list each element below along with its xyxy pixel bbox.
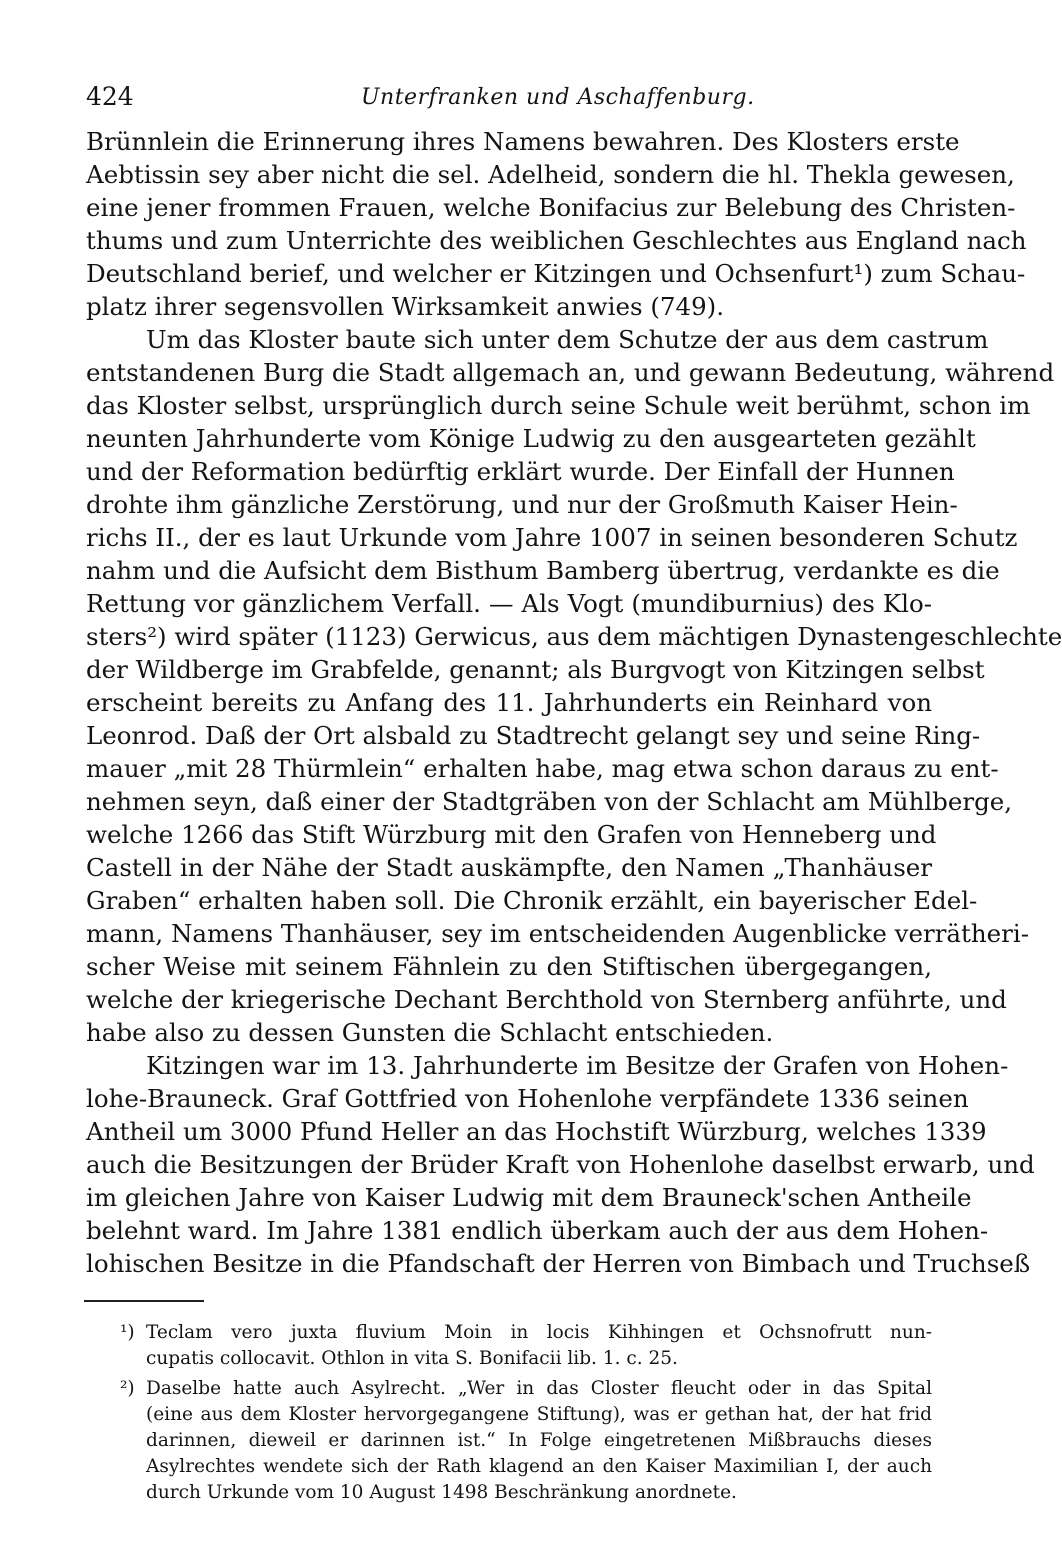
page-number: 424 <box>86 82 134 111</box>
text-line: sters²) wird später (1123) Gerwicus, aus dem mächtigen Dynastengeschlechte <box>86 622 1062 651</box>
text-line: neunten Jahrhunderte vom Könige Ludwig zu den ausgearteten gezählt <box>86 424 976 453</box>
text-line: welche der kriegerische Dechant Berchthold von Sternberg anführte, und <box>86 985 1007 1014</box>
footnote-marker: ²) <box>120 1378 135 1399</box>
text-line: richs II., der es laut Urkunde vom Jahre 1007 in seinen besonderen Schutz <box>86 523 1018 552</box>
text-line: Rettung vor gänzlichem Verfall. — Als Vogt (mundiburnius) des Klo- <box>86 589 932 618</box>
text-line: belehnt ward. Im Jahre 1381 endlich überkam auch der aus dem Hohen- <box>86 1216 989 1245</box>
text-line: auch die Besitzungen der Brüder Kraft von Hohenlohe daselbst erwarb, und <box>86 1150 1035 1179</box>
text-line: das Kloster selbst, ursprünglich durch seine Schule weit berühmt, schon im <box>86 391 1031 420</box>
text-line: Graben“ erhalten haben soll. Die Chronik erzählt, ein bayerischer Edel- <box>86 886 978 915</box>
text-line: lohe-Brauneck. Graf Gottfried von Hohenlohe verpfändete 1336 seinen <box>86 1084 969 1113</box>
text-line: der Wildberge im Grabfelde, genannt; als Burgvogt von Kitzingen selbst <box>86 655 985 684</box>
footnote-line: Daselbe hatte auch Asylrecht. „Wer in das Closter fleucht oder in das Spital <box>146 1378 932 1399</box>
text-line: erscheint bereits zu Anfang des 11. Jahrhunderts ein Reinhard von <box>86 688 932 717</box>
text-line: Deutschland berief, und welcher er Kitzingen und Ochsenfurt¹) zum Schau- <box>86 259 1026 288</box>
footnote-line: Teclam vero juxta fluvium Moin in locis Kihhingen et Ochsnofrutt nun- <box>146 1322 932 1343</box>
text-line: welche 1266 das Stift Würzburg mit den Grafen von Henneberg und <box>86 820 937 849</box>
text-line: Antheil um 3000 Pfund Heller an das Hochstift Würzburg, welches 1339 <box>86 1117 987 1146</box>
text-line: lohischen Besitze in die Pfandschaft der Herren von Bimbach und Truchseß <box>86 1249 1031 1278</box>
text-line: thums und zum Unterrichte des weiblichen Geschlechtes aus England nach <box>86 226 1027 255</box>
text-line: Aebtissin sey aber nicht die sel. Adelheid, sondern die hl. Thekla gewesen, <box>86 160 1015 189</box>
text-line: und der Reformation bedürftig erklärt wurde. Der Einfall der Hunnen <box>86 457 955 486</box>
footnote-line: durch Urkunde vom 10 August 1498 Beschränkung anordnete. <box>146 1482 737 1503</box>
text-line: entstandenen Burg die Stadt allgemach an, und gewann Bedeutung, während <box>86 358 1055 387</box>
text-line: nehmen seyn, daß einer der Stadtgräben von der Schlacht am Mühlberge, <box>86 787 1013 816</box>
text-line: platz ihrer segensvollen Wirksamkeit anwies (749). <box>86 292 725 321</box>
text-line: Um das Kloster baute sich unter dem Schutze der aus dem castrum <box>146 325 989 354</box>
text-line: mauer „mit 28 Thürmlein“ erhalten habe, mag etwa schon daraus zu ent- <box>86 754 999 783</box>
text-line: drohte ihm gänzliche Zerstörung, und nur der Großmuth Kaiser Hein- <box>86 490 958 519</box>
footnote-line: (eine aus dem Kloster hervorgegangene Stiftung), was er gethan hat, der hat frid <box>146 1404 932 1425</box>
text-line: Leonrod. Daß der Ort alsbald zu Stadtrecht gelangt sey und seine Ring- <box>86 721 981 750</box>
text-line: Brünnlein die Erinnerung ihres Namens bewahren. Des Klosters erste <box>86 127 960 156</box>
text-line: Kitzingen war im 13. Jahrhunderte im Besitze der Grafen von Hohen- <box>146 1051 1009 1080</box>
footnote-line: darinnen, dieweil er darinnen ist.“ In Folge eingetretenen Mißbrauchs dieses <box>146 1430 932 1451</box>
footnote-line: Asylrechtes wendete sich der Rath klagend an den Kaiser Maximilian I, der auch <box>146 1456 932 1477</box>
text-line: im gleichen Jahre von Kaiser Ludwig mit dem Brauneck'schen Antheile <box>86 1183 972 1212</box>
footnote-separator <box>84 1300 204 1302</box>
text-line: habe also zu dessen Gunsten die Schlacht entschieden. <box>86 1018 774 1047</box>
text-line: nahm und die Aufsicht dem Bisthum Bamberg übertrug, verdankte es die <box>86 556 1000 585</box>
running-title: Unterfranken und Aschaffenburg. <box>361 85 755 110</box>
text-line: mann, Namens Thanhäuser, sey im entscheidenden Augenblicke verrätheri- <box>86 919 1029 948</box>
footnote-marker: ¹) <box>120 1322 135 1343</box>
text-line: Castell in der Nähe der Stadt auskämpfte, den Namen „Thanhäuser <box>86 853 932 882</box>
text-line: scher Weise mit seinem Fähnlein zu den Stiftischen übergegangen, <box>86 952 932 981</box>
footnote-line: cupatis collocavit. Othlon in vita S. Bonifacii lib. 1. c. 25. <box>146 1348 678 1369</box>
text-line: eine jener frommen Frauen, welche Bonifacius zur Belebung des Christen- <box>86 193 1016 222</box>
page-header <box>86 82 934 116</box>
